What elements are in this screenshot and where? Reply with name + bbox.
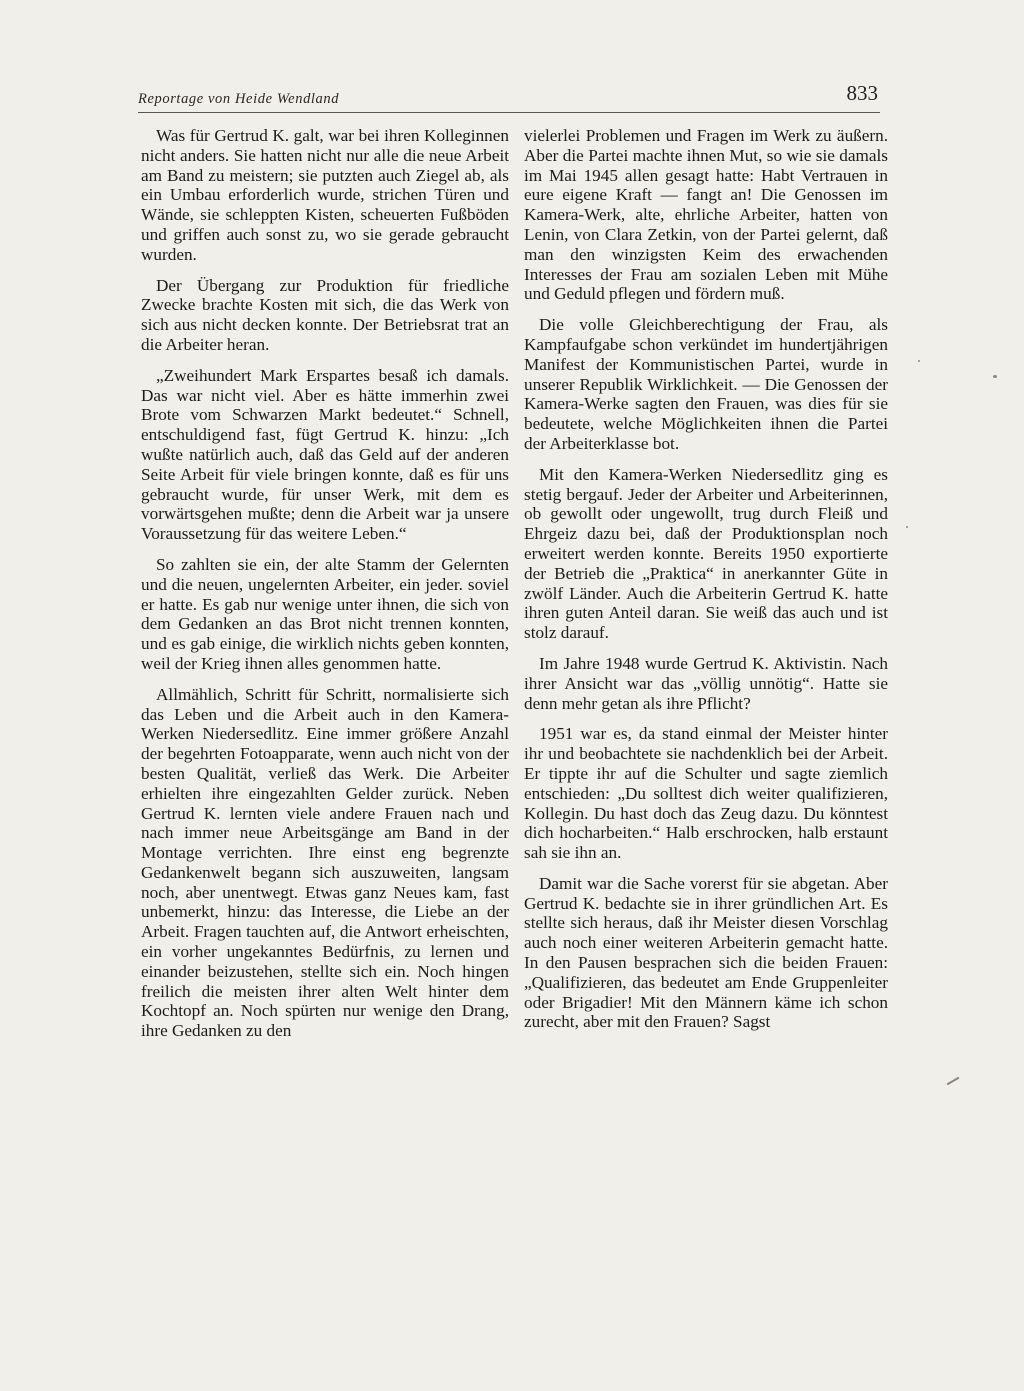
paragraph: „Zweihundert Mark Erspartes besaß ich damals. Das war nicht viel. Aber es hätte immerhin zwei Brote vom Schwarzen Markt bedeutet.“ Schnell, entschuldigend fast, fügt Gertrud K. hinzu: „Ich wußte natürlich auch, daß das Geld auf der anderen Seite Arbeit für viele bringen konnte, daß es für uns gebraucht wurde, für unser Werk, mit dem es vorwärtsgehen mußte; denn die Arbeit war ja unsere Voraussetzung für das weitere Leben.“ <box>141 365 509 544</box>
paragraph: 1951 war es, da stand einmal der Meister hinter ihr und beobachtete sie nachdenklich bei der Arbeit. Er tippte ihr auf die Schulter und sagte ziemlich entschieden: „Du solltest dich weiter qualifizieren, Kollegin. Du hast doch das Zeug dazu. Du könntest dich hocharbeiten.“ Halb erschrocken, halb erstaunt sah sie ihn an. <box>524 724 888 863</box>
paragraph: vielerlei Problemen und Fragen im Werk zu äußern. Aber die Partei machte ihnen Mut, so wie sie damals im Mai 1945 allen gesagt hatte: Habt Vertrauen in eure eigene Kraft — fangt an! Die Genossen im Kamera-Werk, alte, ehrliche Arbeiter, hatten von Lenin, von Clara Zetkin, von der Partei gelernt, daß man den winzigsten Keim des erwachenden Interesses der Frau am sozialen Leben mit Mühe und Geduld pflegen und fördern muß. <box>524 126 888 304</box>
paragraph: Allmählich, Schritt für Schritt, normalisierte sich das Leben und die Arbeit auch in den Kamera-Werken Niedersedlitz. Eine immer größere Anzahl der begehrten Fotoapparate, wenn auch nicht von der besten Qualität, verließ das Werk. Die Arbeiter erhielten ihre eingezahlten Gelder zurück. Neben Gertrud K. lernten viele andere Frauen nach und nach immer neue Arbeitsgänge am Band in der Montage verrichten. Ihre einst eng begrenzte Gedankenwelt begann sich auszuweiten, langsam noch, aber unentwegt. Etwas ganz Neues kam, fast unbemerkt, hinzu: das Interesse, die Liebe an der Arbeit. Fragen tauchten auf, die Antwort erheischten, ein vorher ungekanntes Bedürfnis, zu lernen und einander beizustehen, stellte sich ein. Noch hingen freilich die meisten ihrer alten Welt hinter dem Kochtopf an. Noch spürten nur wenige den Drang, ihre Gedanken zu den <box>141 684 509 1041</box>
paragraph: Mit den Kamera-Werken Niedersedlitz ging es stetig bergauf. Jeder der Arbeiter und Arbeiterinnen, ob gewollt oder ungewollt, trug durch Fleiß und Ehrgeiz dazu bei, daß der Produktionsplan noch erweitert werden konnte. Bereits 1950 exportierte der Betrieb die „Praktica“ in anerkannter Güte in zwölf Länder. Auch die Arbeiterin Gertrud K. hatte ihren guten Anteil daran. Sie weiß das auch und ist stolz darauf. <box>524 464 888 643</box>
scan-speck <box>946 1077 959 1086</box>
right-column <box>524 126 888 1236</box>
paragraph: Im Jahre 1948 wurde Gertrud K. Aktivistin. Nach ihrer Ansicht war das „völlig unnötig“. Hatte sie denn mehr getan als ihre Pflicht? <box>524 653 888 713</box>
running-head: Reportage von Heide Wendland <box>138 91 340 107</box>
left-column <box>141 126 509 1236</box>
paragraph: Was für Gertrud K. galt, war bei ihren Kolleginnen nicht anders. Sie hatten nicht nur alle die neue Arbeit am Band zu meistern; sie putzten auch Ziegel ab, als ein Umbau erforderlich wurde, strichen Türen und Wände, sie schleppten Kisten, scheuerten Fußböden und griffen auch sonst zu, wo sie gerade gebraucht wurden. <box>141 126 509 264</box>
paragraph: So zahlten sie ein, der alte Stamm der Gelernten und die neuen, ungelernten Arbeiter, ein jeder. soviel er hatte. Es gab nur wenige unter ihnen, die sich von dem Gedanken an das Brot nicht trennen konnten, und es gab einige, die wirklich nichts geben konnten, weil der Krieg ihnen alles genommen hatte. <box>141 554 509 673</box>
scan-speck <box>993 375 997 378</box>
paragraph: Damit war die Sache vorerst für sie abgetan. Aber Gertrud K. bedachte sie in ihrer gründlichen Art. Es stellte sich heraus, daß ihr Meister diesen Vorschlag auch noch einer weiteren Arbeiterin gemacht hatte. In den Pausen besprachen sich die beiden Frauen: „Qualifizieren, das bedeutet am Ende Gruppenleiter oder Brigadier! Mit den Männern käme ich schon zurecht, aber mit den Frauen? Sagst <box>524 873 888 1032</box>
page-number: 833 <box>846 81 878 105</box>
scan-speck <box>906 526 908 528</box>
paragraph: Die volle Gleichberechtigung der Frau, als Kampfaufgabe schon verkündet im hundertjährigen Manifest der Kommunistischen Partei, wurde in unserer Republik Wirklichkeit. — Die Genossen der Kamera-Werke sagten den Frauen, was dies für sie bedeutete, welche Möglichkeiten ihnen die Partei der Arbeiterklasse bot. <box>524 315 888 453</box>
page-header <box>138 78 880 113</box>
scan-speck <box>918 360 920 362</box>
paragraph: Der Übergang zur Produktion für friedliche Zwecke brachte Kosten mit sich, die das Werk von sich aus nicht decken konnte. Der Betriebsrat trat an die Arbeiter heran. <box>141 275 509 354</box>
